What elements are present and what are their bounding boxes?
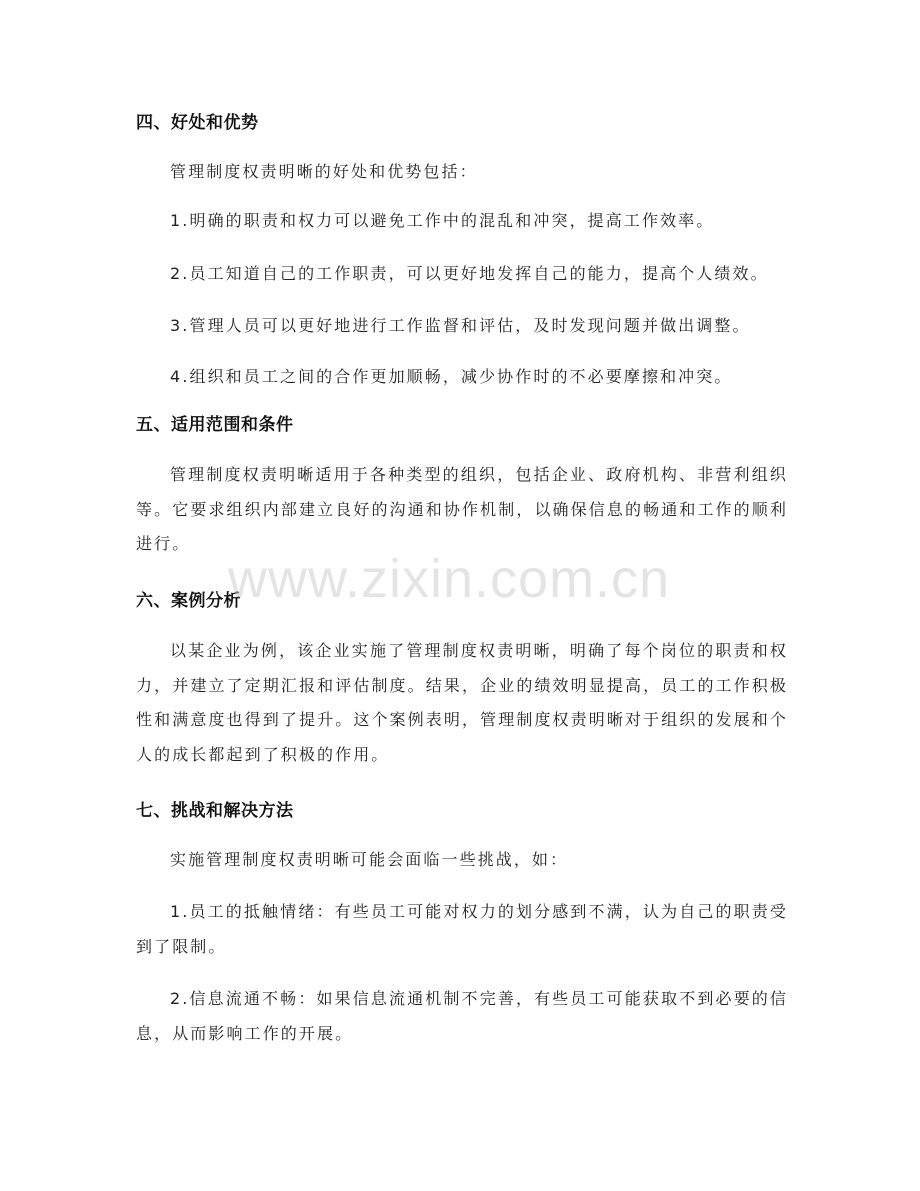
section-heading-benefits: 四、好处和优势	[136, 113, 259, 133]
benefits-item-1: 1.明确的职责和权力可以避免工作中的混乱和冲突，提高工作效率。	[170, 211, 715, 230]
scope-paragraph: 管理制度权责明晰适用于各种类型的组织，包括企业、政府机构、非营利组织等。它要求组织内部建立良好的沟通和协作机制，以确保信息的畅通和工作的顺利进行。	[136, 465, 788, 553]
challenges-item-2: 2.信息流通不畅：如果信息流通机制不完善，有些员工可能获取不到必要的信息，从而影响工作的开展。	[136, 989, 788, 1043]
benefits-item-3: 3.管理人员可以更好地进行工作监督和评估，及时发现问题并做出调整。	[170, 316, 751, 335]
case-paragraph: 以某企业为例，该企业实施了管理制度权责明晰，明确了每个岗位的职责和权力，并建立了定期汇报和评估制度。结果，企业的绩效明显提高，员工的工作积极性和满意度也得到了提升。这个案例表明，管理制度权责明晰对于组织的发展和个人的成长都起到了积极的作用。	[136, 641, 788, 764]
watermark-text: www.zixin.com.cn	[228, 549, 671, 609]
section-heading-scope: 五、适用范围和条件	[136, 415, 294, 435]
section-heading-case: 六、案例分析	[136, 591, 241, 611]
benefits-item-4: 4.组织和员工之间的合作更加顺畅，减少协作时的不必要摩擦和冲突。	[170, 367, 733, 386]
section-heading-challenges: 七、挑战和解决方法	[136, 801, 294, 821]
challenges-item-1: 1.员工的抵触情绪：有些员工可能对权力的划分感到不满，认为自己的职责受到了限制。	[136, 902, 788, 956]
benefits-item-2: 2.员工知道自己的工作职责，可以更好地发挥自己的能力，提高个人绩效。	[170, 264, 769, 283]
challenges-intro: 实施管理制度权责明晰可能会面临一些挑战，如：	[170, 850, 569, 869]
benefits-intro: 管理制度权责明晰的好处和优势包括：	[170, 162, 478, 181]
